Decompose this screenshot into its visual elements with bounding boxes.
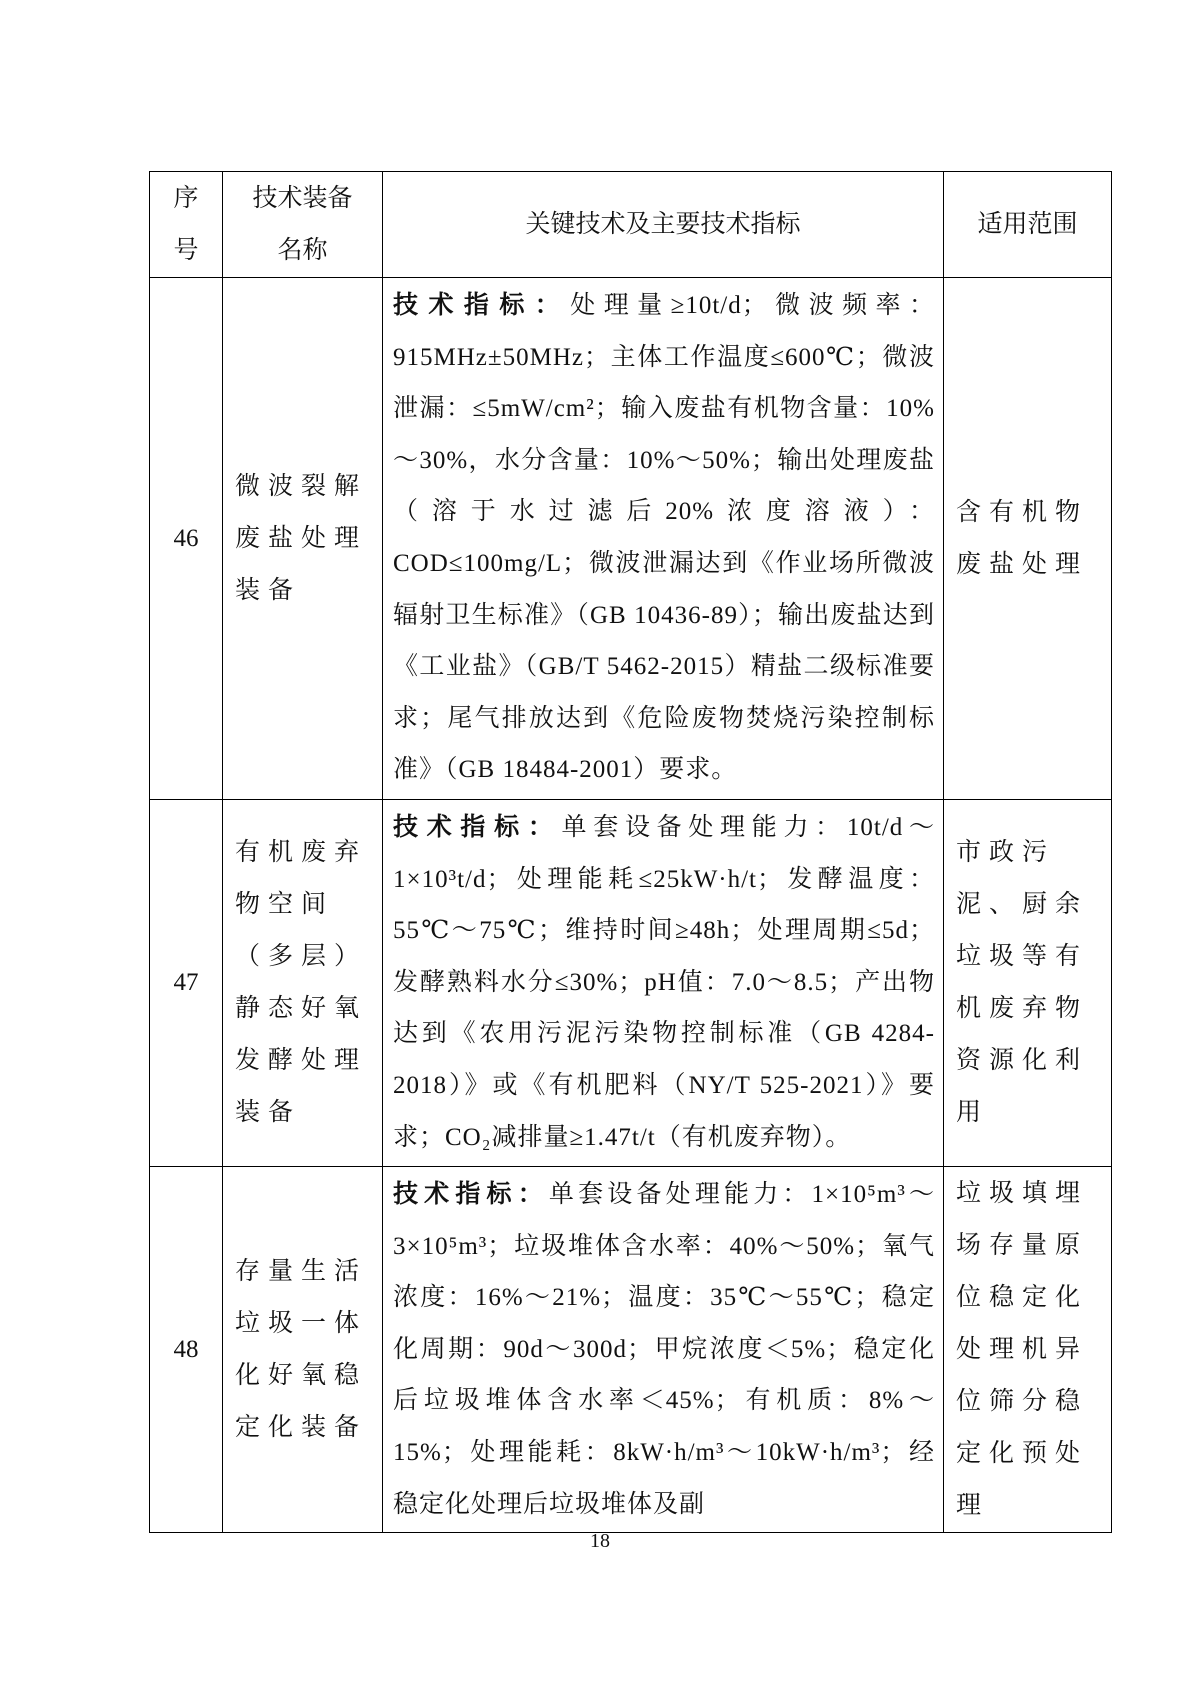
header-no: 序 号 bbox=[150, 172, 223, 278]
spec-cell bbox=[383, 1167, 944, 1533]
spec-cell bbox=[383, 800, 944, 1167]
table-header-row bbox=[150, 172, 1112, 278]
page-number: 18 bbox=[590, 1530, 610, 1552]
spec-body: 处理量≥10t/d；微波频率：915MHz±50MHz；主体工作温度≤600℃；微波泄漏：≤5mW/cm²；输入废盐有机物含量：10%～30%，水分含量：10%～50%；输出处理废盐（溶于水过滤后20%浓度溶液）：COD≤100mg/L；微波泄漏达到《作业场所微波辐射卫生标准》（GB 10436-89）；输出废盐达到《工业盐》（GB/T 5462-2015）精盐二级标准要求；尾气排放达到《危险废物焚烧污染控制标准》（GB 18484-2001）要求。 bbox=[393, 292, 935, 784]
spec-table bbox=[149, 171, 1112, 1533]
header-name: 技术装备 名称 bbox=[223, 172, 383, 278]
spec-lead: 技术指标： bbox=[393, 814, 562, 841]
row-number: 46 bbox=[150, 278, 223, 800]
scope-cell: 市政污泥、厨余垃圾等有机废弃物资源化利用 bbox=[944, 800, 1112, 1167]
spec-body: 单套设备处理能力：1×10⁵m³～3×10⁵m³；垃圾堆体含水率：40%～50%；氧气浓度：16%～21%；温度：35℃～55℃；稳定化周期：90d～300d；甲烷浓度＜5%；稳定化后垃圾堆体含水率＜45%；有机质：8%～15%；处理能耗：8kW·h/m³～10kW·h/m³；经稳定化处理后垃圾堆体及副 bbox=[393, 1181, 935, 1518]
equipment-name: 微波裂解废盐处理装备 bbox=[223, 278, 383, 800]
scope-cell: 含有机物废盐处理 bbox=[944, 278, 1112, 800]
table-row bbox=[150, 278, 1112, 800]
equipment-name: 有机废弃物空间（多层）静态好氧发酵处理装备 bbox=[223, 800, 383, 1167]
spec-body: 单套设备处理能力：10t/d～1×10³t/d；处理能耗≤25kW·h/t；发酵温度：55℃～75℃；维持时间≥48h；处理周期≤5d；发酵熟料水分≤30%；pH值：7.0～8.5；产出物达到《农用污泥污染物控制标准（GB 4284-2018）》或《有机肥料（NY/T 525-2021）》要求；CO₂减排量≥1.47t/t（有机废弃物）。 bbox=[393, 814, 935, 1151]
equipment-name: 存量生活垃圾一体化好氧稳定化装备 bbox=[223, 1167, 383, 1533]
row-number: 48 bbox=[150, 1167, 223, 1533]
header-spec: 关键技术及主要技术指标 bbox=[383, 172, 944, 278]
spec-cell bbox=[383, 278, 944, 800]
scope-cell: 垃圾填埋场存量原位稳定化处理机异位筛分稳定化预处理 bbox=[944, 1167, 1112, 1533]
header-scope: 适用范围 bbox=[944, 172, 1112, 278]
row-number: 47 bbox=[150, 800, 223, 1167]
table-row bbox=[150, 1167, 1112, 1533]
spec-lead: 技术指标： bbox=[393, 1181, 549, 1208]
spec-lead: 技术指标： bbox=[393, 292, 571, 319]
table-row bbox=[150, 800, 1112, 1167]
